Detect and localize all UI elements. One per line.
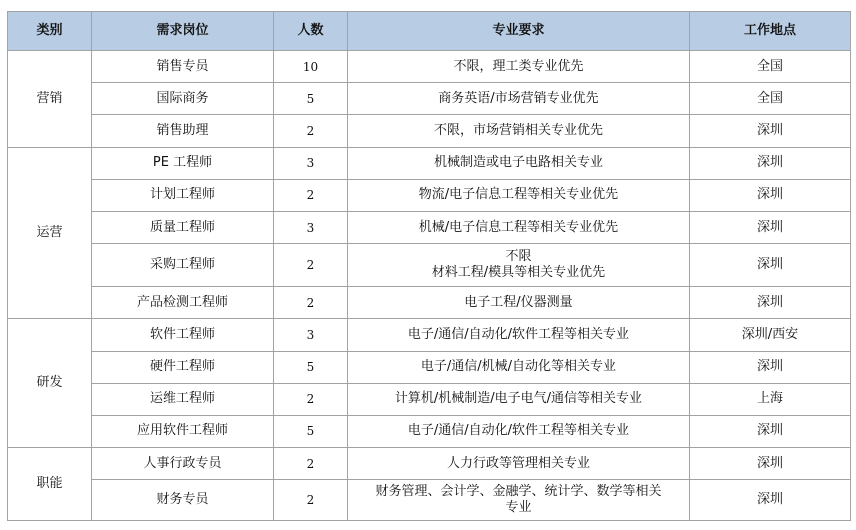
requirement-cell: [348, 244, 690, 287]
header-row: [8, 12, 851, 51]
count-cell: 3: [274, 211, 348, 243]
count-cell: 5: [274, 415, 348, 447]
location-cell: 深圳: [690, 115, 851, 147]
count-cell: 2: [274, 480, 348, 521]
position-cell: 销售专员: [92, 51, 274, 83]
position-cell: 软件工程师: [92, 319, 274, 351]
location-cell: 深圳: [690, 179, 851, 211]
location-cell: 深圳: [690, 211, 851, 243]
requirement-line: 专业: [505, 500, 532, 516]
table-row: [8, 383, 851, 415]
position-cell: 采购工程师: [92, 244, 274, 287]
count-cell: 2: [274, 287, 348, 319]
count-cell: 2: [274, 244, 348, 287]
recruitment-table: [7, 11, 851, 521]
location-cell: 深圳: [690, 415, 851, 447]
table-row: [8, 480, 851, 521]
header-position: 需求岗位: [92, 12, 274, 51]
table-row: [8, 319, 851, 351]
header-category: 类别: [8, 12, 92, 51]
requirement-cell: 机械/电子信息工程等相关专业优先: [348, 211, 690, 243]
position-cell: 计划工程师: [92, 179, 274, 211]
position-cell: 人事行政专员: [92, 448, 274, 480]
location-cell: 全国: [690, 51, 851, 83]
count-cell: 3: [274, 319, 348, 351]
position-cell: 销售助理: [92, 115, 274, 147]
requirement-line: 不限: [505, 249, 532, 265]
requirement-line: 财务管理、会计学、金融学、统计学、数学等相关: [375, 484, 662, 500]
location-cell: 深圳: [690, 147, 851, 179]
requirement-cell: 人力行政等管理相关专业: [348, 448, 690, 480]
requirement-cell: 计算机/机械制造/电子电气/通信等相关专业: [348, 383, 690, 415]
count-cell: 2: [274, 383, 348, 415]
count-cell: 2: [274, 115, 348, 147]
table-row: [8, 244, 851, 287]
category-cell: 营销: [8, 51, 92, 148]
position-cell: 产品检测工程师: [92, 287, 274, 319]
location-cell: 深圳: [690, 287, 851, 319]
position-cell: 国际商务: [92, 83, 274, 115]
requirement-cell: 电子工程/仪器测量: [348, 287, 690, 319]
table-row: [8, 179, 851, 211]
requirement-cell: [348, 480, 690, 521]
requirement-cell: 电子/通信/自动化/软件工程等相关专业: [348, 415, 690, 447]
position-cell: 硬件工程师: [92, 351, 274, 383]
location-cell: 深圳/西安: [690, 319, 851, 351]
table-row: [8, 147, 851, 179]
category-cell: 职能: [8, 448, 92, 521]
location-cell: 深圳: [690, 480, 851, 521]
count-cell: 5: [274, 83, 348, 115]
table-row: [8, 83, 851, 115]
table-row: [8, 115, 851, 147]
location-cell: 深圳: [690, 351, 851, 383]
requirement-cell: 不限，理工类专业优先: [348, 51, 690, 83]
header-requirement: 专业要求: [348, 12, 690, 51]
requirement-line: 材料工程/模具等相关专业优先: [431, 265, 606, 281]
count-cell: 10: [274, 51, 348, 83]
requirement-cell: 物流/电子信息工程等相关专业优先: [348, 179, 690, 211]
position-cell: 运维工程师: [92, 383, 274, 415]
category-cell: 运营: [8, 147, 92, 319]
recruitment-table-wrapper: [7, 11, 851, 521]
count-cell: 2: [274, 179, 348, 211]
location-cell: 深圳: [690, 448, 851, 480]
position-cell: 应用软件工程师: [92, 415, 274, 447]
requirement-cell: 商务英语/市场营销专业优先: [348, 83, 690, 115]
requirement-cell: 电子/通信/机械/自动化等相关专业: [348, 351, 690, 383]
requirement-cell: 电子/通信/自动化/软件工程等相关专业: [348, 319, 690, 351]
table-row: [8, 448, 851, 480]
count-cell: 2: [274, 448, 348, 480]
table-row: [8, 415, 851, 447]
table-row: [8, 351, 851, 383]
count-cell: 5: [274, 351, 348, 383]
position-cell: PE 工程师: [92, 147, 274, 179]
requirement-cell: 机械制造或电子电路相关专业: [348, 147, 690, 179]
location-cell: 全国: [690, 83, 851, 115]
count-cell: 3: [274, 147, 348, 179]
position-cell: 质量工程师: [92, 211, 274, 243]
table-row: [8, 287, 851, 319]
header-location: 工作地点: [690, 12, 851, 51]
location-cell: 上海: [690, 383, 851, 415]
table-row: [8, 211, 851, 243]
header-count: 人数: [274, 12, 348, 51]
table-row: [8, 51, 851, 83]
category-cell: 研发: [8, 319, 92, 448]
location-cell: 深圳: [690, 244, 851, 287]
requirement-cell: 不限，市场营销相关专业优先: [348, 115, 690, 147]
position-cell: 财务专员: [92, 480, 274, 521]
